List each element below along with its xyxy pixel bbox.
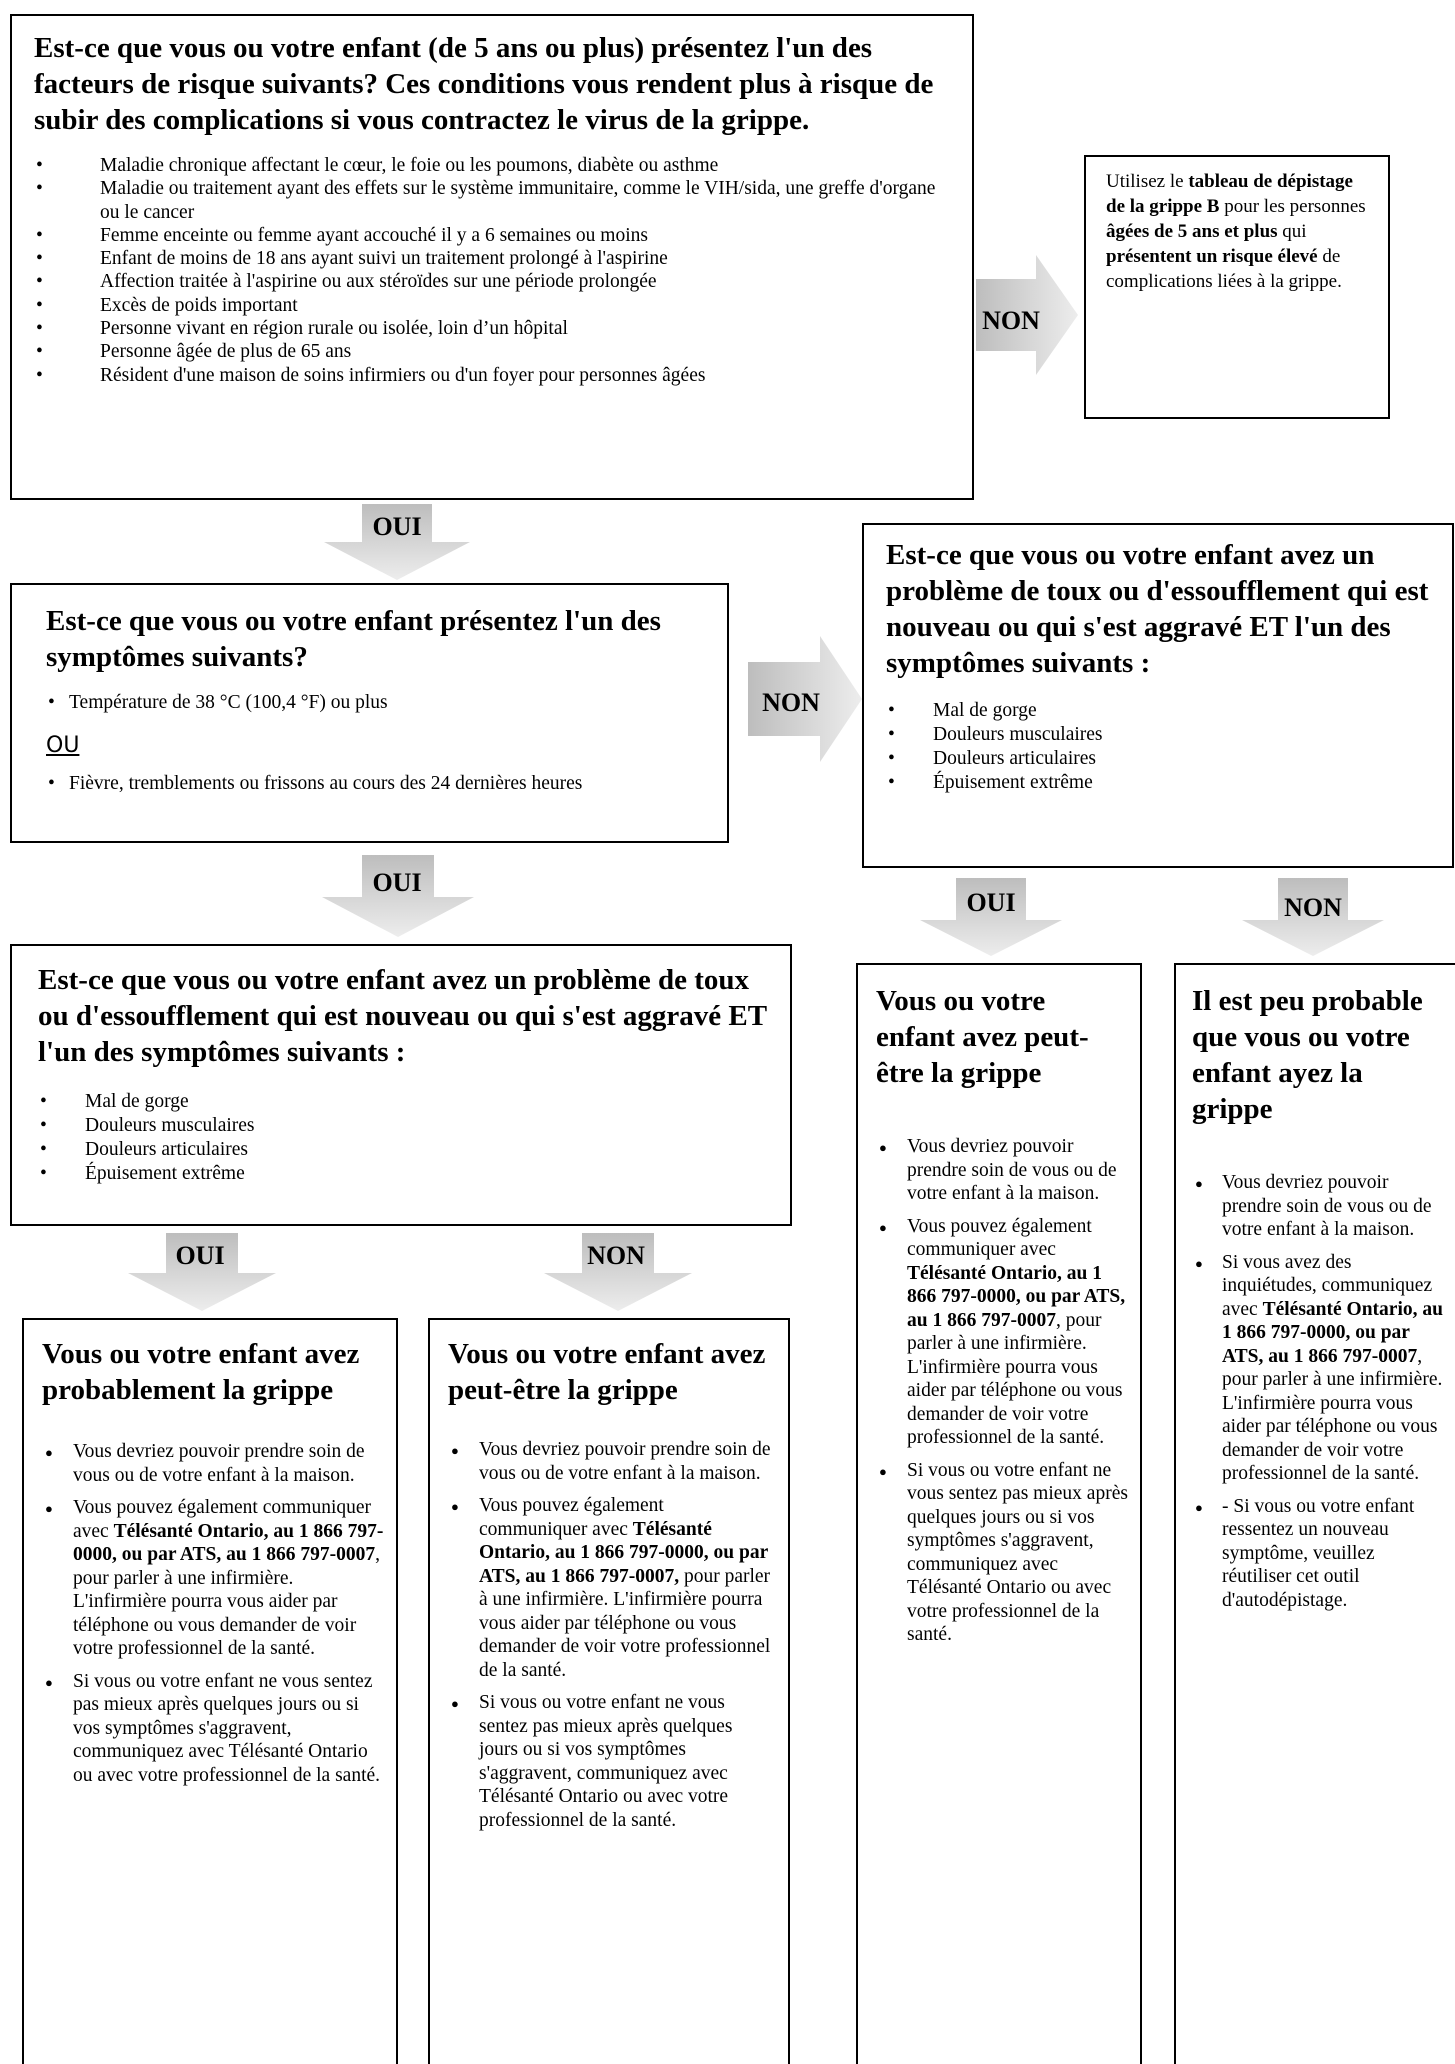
label-non-3: NON xyxy=(1284,893,1342,922)
result-maybe-title-right: Vous ou votre enfant avez peut-être la grippe xyxy=(876,985,1089,1089)
list-item: • Excès de poids important xyxy=(34,294,952,317)
list-item xyxy=(876,1135,1130,1206)
label-oui-3: OUI xyxy=(966,888,1016,917)
result-probable-title: Vous ou votre enfant avez probablement la grippe xyxy=(42,1338,360,1406)
item-text: Vous pouvez également communiquer avec xyxy=(479,1495,664,1540)
cough-list-right xyxy=(886,699,1438,795)
result-maybe-box-right xyxy=(856,963,1142,2064)
tool-b-text: qui xyxy=(1277,221,1307,242)
list-item: • Douleurs musculaires xyxy=(886,723,1438,747)
list-item: • Douleurs articulaires xyxy=(38,1138,772,1162)
list-item xyxy=(448,1438,776,1485)
item-text: , pour parler à une infirmière. L'infirmière pourra vous aider par téléphone ou vous demander de voir votre professionnel de la santé. xyxy=(73,1544,380,1659)
list-item: • Personne âgée de plus de 65 ans xyxy=(34,340,952,363)
list-item xyxy=(448,1691,776,1832)
result-maybe-list-right xyxy=(876,1135,1130,1647)
list-item xyxy=(876,1215,1130,1450)
result-unlikely-list xyxy=(1192,1171,1447,1612)
list-item xyxy=(1192,1171,1447,1242)
label-non-4: NON xyxy=(587,1241,645,1270)
symptoms-list-2 xyxy=(46,772,707,796)
symptoms-box xyxy=(10,583,729,843)
telehealth-contact: Télésanté Ontario, au 1 866 797-0000, ou par ATS, au 1 866 797-0007 xyxy=(73,1520,384,1565)
item-text: Vous devriez pouvoir prendre soin de vous ou de votre enfant à la maison. xyxy=(1222,1172,1432,1240)
list-item xyxy=(876,1459,1130,1647)
tool-b-age: âgées de 5 ans et plus xyxy=(1106,221,1278,242)
tool-b-text: pour les personnes xyxy=(1219,196,1366,217)
item-text: Si vous ou votre enfant ne vous sentez pas mieux après quelques jours ou si vos symptômes s'aggravent, communiquez avec Télésanté Ontario ou avec votre professionnel de la santé. xyxy=(907,1459,1128,1645)
telehealth-contact: Télésanté Ontario, au 1 866 797-0000, ou par ATS, au 1 866 797-0007, xyxy=(479,1518,768,1587)
list-item: • Douleurs articulaires xyxy=(886,747,1438,771)
list-item xyxy=(1192,1251,1447,1486)
result-unlikely-box xyxy=(1174,963,1455,2064)
item-text: Si vous ou votre enfant ne vous sentez pas mieux après quelques jours ou si vos symptômes s'aggravent, communiquez avec Télésanté Ontario ou avec votre professionnel de la santé. xyxy=(479,1692,733,1831)
label-non-2: NON xyxy=(762,688,820,717)
result-probable-list xyxy=(42,1440,384,1787)
cough-list-left xyxy=(38,1090,772,1186)
list-item: • Personne vivant en région rurale ou isolée, loin d’un hôpital xyxy=(34,317,952,340)
list-item: • Maladie chronique affectant le cœur, le foie ou les poumons, diabète ou asthme xyxy=(34,154,952,177)
item-text: Vous devriez pouvoir prendre soin de vous ou de votre enfant à la maison. xyxy=(907,1136,1117,1204)
item-text: - Si vous ou votre enfant ressentez un nouveau symptôme, veuillez réutiliser cet outil d'autodépistage. xyxy=(1222,1495,1415,1611)
list-item xyxy=(1192,1495,1447,1613)
risk-factors-question: Est-ce que vous ou votre enfant (de 5 ans ou plus) présentez l'un des facteurs de risque suivants? Ces conditions vous rendent plus à risque de subir des complications si vous contractez le virus de la grippe. xyxy=(34,32,934,136)
list-item: • Mal de gorge xyxy=(886,699,1438,723)
list-item: • Maladie ou traitement ayant des effets sur le système immunitaire, comme le VIH/sida, une greffe d'organe ou le cancer xyxy=(34,177,952,224)
list-item: • Affection traitée à l'aspirine ou aux stéroïdes sur une période prolongée xyxy=(34,270,952,293)
item-text: Vous pouvez également communiquer avec xyxy=(907,1215,1092,1260)
risk-factors-box xyxy=(10,14,974,500)
label-oui-1: OUI xyxy=(372,512,422,541)
list-item: • Douleurs musculaires xyxy=(38,1114,772,1138)
list-item: • Température de 38 °C (100,4 °F) ou plus xyxy=(46,691,707,715)
result-maybe-box-left xyxy=(428,1318,790,2064)
list-item: • Résident d'une maison de soins infirmiers ou d'un foyer pour personnes âgées xyxy=(34,364,952,387)
item-text: Vous devriez pouvoir prendre soin de vous ou de votre enfant à la maison. xyxy=(479,1439,771,1484)
item-text: Si vous ou votre enfant ne vous sentez pas mieux après quelques jours ou si vos symptômes s'aggravent, communiquez avec Télésanté Ontario ou avec votre professionnel de la santé. xyxy=(73,1670,381,1786)
result-probable-box xyxy=(22,1318,398,2064)
tool-b-text: de complications liées à la grippe. xyxy=(1106,246,1342,292)
risk-factors-list xyxy=(34,154,952,387)
list-item xyxy=(42,1670,384,1788)
cough-question-right: Est-ce que vous ou votre enfant avez un problème de toux ou d'essoufflement qui est nouveau ou qui s'est aggravé ET l'un des symptômes suivants : xyxy=(886,539,1429,679)
list-item xyxy=(42,1496,384,1661)
item-text: pour parler à une infirmière. L'infirmière pourra vous aider par téléphone ou vous demander de voir votre professionnel de la santé. xyxy=(479,1565,771,1681)
label-non-1: NON xyxy=(982,306,1040,335)
symptoms-question: Est-ce que vous ou votre enfant présentez l'un des symptômes suivants? xyxy=(46,605,661,673)
item-text: Vous devriez pouvoir prendre soin de vous ou de votre enfant à la maison. xyxy=(73,1441,365,1486)
list-item: • Épuisement extrême xyxy=(38,1162,772,1186)
item-text: , pour parler à une infirmière. L'infirmière pourra vous aider par téléphone ou vous demander de voir votre professionnel de la santé. xyxy=(907,1309,1123,1448)
tool-b-text: Utilisez le xyxy=(1106,171,1189,192)
list-item xyxy=(42,1440,384,1487)
telehealth-contact: Télésanté Ontario, au 1 866 797-0000, ou par ATS, au 1 866 797-0007 xyxy=(1222,1298,1443,1367)
tool-b-link-text: tableau de dépistage de la grippe B xyxy=(1106,171,1353,217)
result-maybe-list-left xyxy=(448,1438,776,1832)
list-item: • Femme enceinte ou femme ayant accouché il y a 6 semaines ou moins xyxy=(34,224,952,247)
list-item: • Mal de gorge xyxy=(38,1090,772,1114)
label-oui-4: OUI xyxy=(175,1241,225,1270)
ou-separator: OU xyxy=(46,733,80,758)
list-item: • Enfant de moins de 18 ans ayant suivi un traitement prolongé à l'aspirine xyxy=(34,247,952,270)
item-text: , pour parler à une infirmière. L'infirmière pourra vous aider par téléphone ou vous demander de voir votre professionnel de la santé. xyxy=(1222,1345,1443,1484)
symptoms-list-1 xyxy=(46,691,707,715)
tool-b-risk: présentent un risque élevé xyxy=(1106,246,1318,267)
result-maybe-title-left: Vous ou votre enfant avez peut-être la grippe xyxy=(448,1338,766,1406)
result-unlikely-title: Il est peu probable que vous ou votre enfant ayez la grippe xyxy=(1192,985,1423,1125)
list-item: • Fièvre, tremblements ou frissons au cours des 24 dernières heures xyxy=(46,772,707,796)
telehealth-contact: Télésanté Ontario, au 1 866 797-0000, ou par ATS, au 1 866 797-0007 xyxy=(907,1262,1126,1331)
label-oui-2: OUI xyxy=(372,868,422,897)
item-text: Vous pouvez également communiquer avec xyxy=(73,1497,372,1542)
cough-question-left: Est-ce que vous ou votre enfant avez un problème de toux ou d'essoufflement qui est nouveau ou qui s'est aggravé ET l'un des symptômes suivants : xyxy=(38,964,767,1068)
cough-symptoms-box-left xyxy=(10,944,792,1226)
cough-symptoms-box-right xyxy=(862,523,1454,868)
item-text: Si vous avez des inquiétudes, communiquez avec xyxy=(1222,1251,1433,1320)
screening-tool-b-box xyxy=(1084,155,1390,419)
list-item xyxy=(448,1494,776,1682)
list-item: • Épuisement extrême xyxy=(886,771,1438,795)
